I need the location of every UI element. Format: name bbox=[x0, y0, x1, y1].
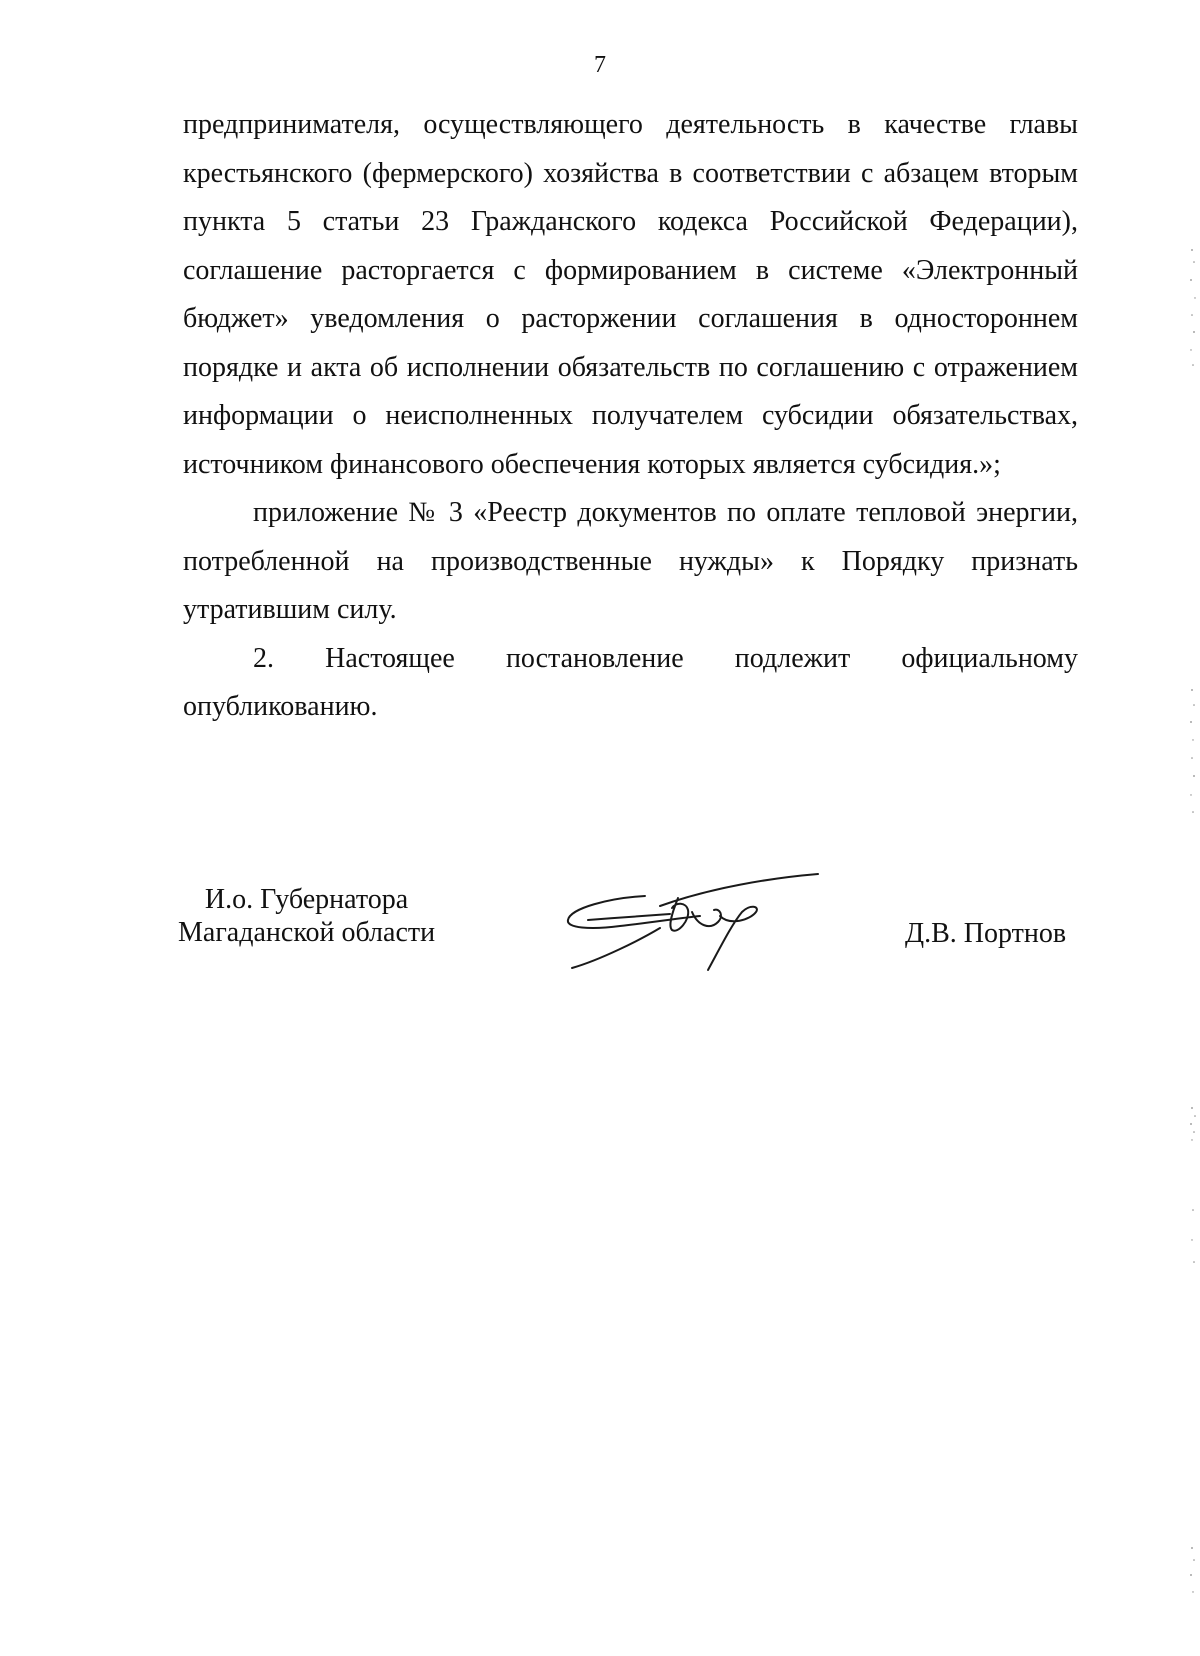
body-line: порядке и акта об исполнении обязательств по соглашению с отражением bbox=[183, 351, 1078, 383]
page-number: 7 bbox=[594, 52, 606, 78]
body-line: пункта 5 статьи 23 Гражданского кодекса Российской Федерации), bbox=[183, 206, 1078, 237]
body-line: источником финансового обеспечения которых является субсидия.»; bbox=[183, 448, 1001, 480]
document-body bbox=[183, 101, 1078, 732]
body-line: приложение № 3 «Реестр документов по оплате тепловой энергии, bbox=[253, 497, 1078, 528]
body-line: информации о неисполненных получателем субсидии обязательствах, bbox=[183, 400, 1078, 431]
body-line: 2. Настоящее постановление подлежит официальному bbox=[253, 642, 1078, 674]
signatory-title-line: И.о. Губернатора bbox=[204, 884, 409, 915]
signatory-title bbox=[178, 883, 435, 949]
body-line: предпринимателя, осуществляющего деятельность в качестве главы bbox=[183, 109, 1078, 140]
body-line: бюджет» уведомления о расторжении соглашения в одностороннем bbox=[183, 303, 1078, 334]
signatory-name: Д.В. Портнов bbox=[905, 918, 1067, 949]
body-line: опубликованию. bbox=[183, 691, 378, 722]
body-line: утратившим силу. bbox=[183, 594, 397, 625]
body-line: соглашение расторгается с формированием в системе «Электронный bbox=[183, 254, 1078, 286]
body-line: потребленной на производственные нужды» к Порядку признать bbox=[183, 545, 1078, 577]
handwritten-signature bbox=[560, 868, 830, 993]
body-line: крестьянского (фермерского) хозяйства в соответствии с абзацем вторым bbox=[183, 157, 1078, 189]
scan-noise-marks bbox=[1170, 0, 1200, 1656]
signatory-title-line: Магаданской области bbox=[178, 917, 436, 948]
